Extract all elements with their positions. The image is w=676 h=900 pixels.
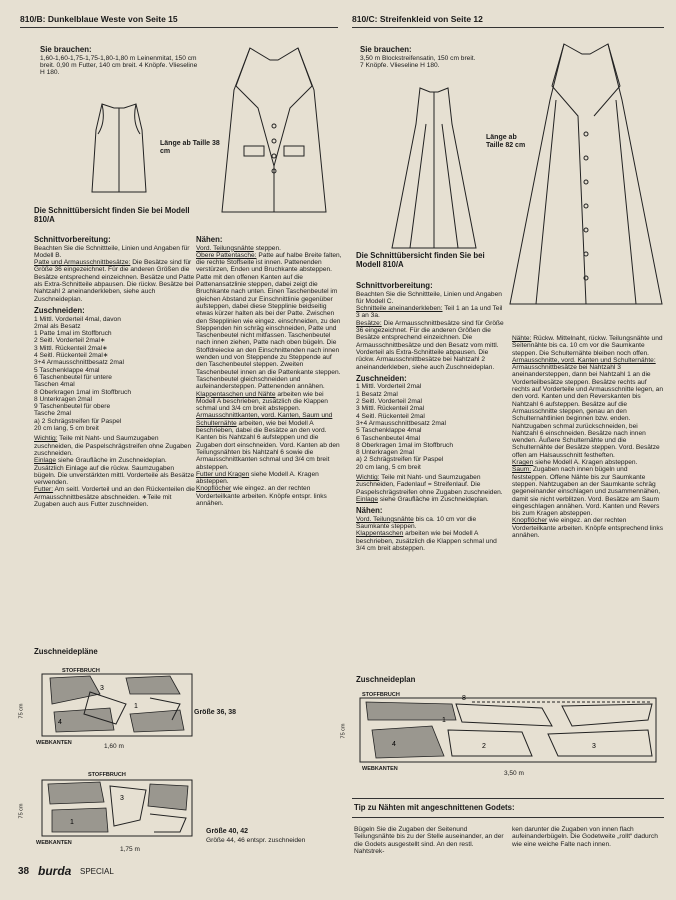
brand-logo: burda xyxy=(38,864,72,878)
plan1-stoffbruch: STOFFBRUCH xyxy=(62,668,100,674)
plan2-stoffbruch: STOFFBRUCH xyxy=(88,772,126,778)
left-patte-label: Patte und Armausschnittbesätze: xyxy=(34,259,131,267)
right-besaetze-label: Besätze: xyxy=(356,319,382,327)
brand-special: SPECIAL xyxy=(80,867,114,876)
tip-title: Tip zu Nähten mit angeschnittenen Godets: xyxy=(354,803,515,812)
instruction-text: arbeiten wie bei Modell A beschrieben, zusätzlich die Klappen schmal und 3/4 cm breit absteppen. xyxy=(356,530,497,552)
vest-back-sketch xyxy=(84,100,154,200)
right-kleben-label: Schnitteile aneinanderkleben: xyxy=(356,305,443,313)
instruction-label: Obere Pattentasche: xyxy=(196,251,257,259)
instruction-label: Saum: xyxy=(512,466,532,474)
cut-list-item: 6 Taschenbeutel für untere xyxy=(34,373,112,381)
cut-list-item: 3+4 Armausschnittbesatz 2mal xyxy=(356,419,446,427)
cut-list-item: 2 Seitl. Vorderteil 2mal xyxy=(356,398,422,406)
cut-list-item: 6 Taschenbeutel 4mal xyxy=(356,434,421,442)
instruction-paragraph xyxy=(196,252,342,391)
instruction-text: Armausschnittbesätze bei Nahtzahl 3 aneinandersteppen, dann bei Nahtzahl 1 an die Vorderteilbesätze steppen. Besätze rechts auf rechts auf Vorderteile und Armausschnitte legen, an den vord. Kanten und den Reverskanten bis Nahtzahl 6 aufsteppen. Besätze auf die Armausschnitte steppen, genau an den Schulternahtlinien beginnen bzw. enden. Nahtzugaben schmal zurückschneiden, bei Nahtzahl 6 einschneiden. Besätze nach innen wenden. Äußere Schulternähte und die Schulternähte der Besätze steppen. Vord. Besätze offen am Halsausschnitt festheften. xyxy=(512,364,664,459)
cut-list-item: 20 cm lang, 5 cm breit xyxy=(34,425,99,433)
right-materials-title: Sie brauchen: xyxy=(360,45,412,54)
plan3-webkanten: WEBKANTEN xyxy=(362,766,398,772)
right-column-b xyxy=(512,335,664,539)
instruction-paragraph xyxy=(356,516,506,531)
right-plan-title: Zuschneideplan xyxy=(356,675,416,684)
plan1-width: 1,60 m xyxy=(104,743,124,750)
left-materials-text: 1,60-1,60-1,75-1,75-1,80-1,80 m Leinenmitat, 150 cm breit. 0,90 m Futter, 140 cm breit. 4 Knöpfe. Vlieseline H 180. xyxy=(40,54,198,77)
right-header-rule xyxy=(352,27,664,28)
cut-list-item: 8 Oberkragen 1mal im Stoffbruch xyxy=(34,388,132,396)
instruction-paragraph xyxy=(196,245,342,252)
svg-text:8: 8 xyxy=(462,695,466,702)
plan2-subcaption: Größe 44, 46 entspr. zuschneiden xyxy=(206,837,306,844)
right-prep-text: Beachten Sie die Schnittteile, Linien und Angaben für Modell C. xyxy=(356,290,502,305)
left-materials-title: Sie brauchen: xyxy=(40,45,92,54)
left-patte-text: Die Besätze sind für Größe 36 eingezeichnet. Für die anderen Größen die Besätze entsprechend einzeichnen. Besätze und Patte als Extra-Schnitteile abpausen. Die rückw. Besätze bei Nahtzahl 2 aneinanderkleben, siehe auch Zuschneideplan. xyxy=(34,259,195,303)
left-wichtig-label: Wichtig: xyxy=(34,435,58,443)
right-wichtig-label: Wichtig: xyxy=(356,474,380,482)
dress-front-sketch xyxy=(506,40,666,312)
right-einlage-label: Einlage xyxy=(356,495,378,503)
vest-front-sketch xyxy=(214,46,334,222)
svg-text:1: 1 xyxy=(70,819,74,826)
svg-text:4: 4 xyxy=(58,719,62,726)
cut-list-item: 2 Seitl. Vorderteil 2mal∗ xyxy=(34,337,106,345)
left-einlage-text: siehe Graufläche im Zuschneideplan. Zusätzlich Einlage auf die rückw. Saumzugaben bügeln. Die unverstärkten mittl. Vorderteile als Besätze verwenden. xyxy=(34,457,195,487)
right-besaetze-text: Die Armausschnittbesätze sind für Größe 36 eingezeichnet. Für die anderen Größen die Besätze entsprechend einzeichnen. Die Armausschnittbesätze und den Besatz vom mittl. Vorderteil als Extra-Schnitteile abpausen. Die rückw. Armausschnittbesätze bei Nahtzahl 2 aneinanderkleben, siehe auch Zuschneideplan. xyxy=(356,319,504,371)
cut-list-item: 8 Unterkragen 2mal xyxy=(356,449,414,457)
instruction-text: arbeiten wie bei Modell A beschrieben, zusätzlich die Klappen schmal und 3/4 cm breit absteppen. xyxy=(196,390,328,413)
tip-col1: Bügeln Sie die Zugaben der Seitenund Teilungsnähte bis zu der Stelle auseinander, an der die Godets ausgestellt sind. An den restl. Nahtstrek- xyxy=(354,826,504,855)
left-sew-title: Nähen: xyxy=(196,235,223,244)
left-prep-title: Schnittvorbereitung: xyxy=(34,235,111,244)
plan2-width: 1,75 m xyxy=(120,846,140,853)
left-futter-label: Futter: xyxy=(34,486,54,494)
right-overview-heading: Die Schnittübersicht finden Sie bei Modell 810/A xyxy=(356,251,485,269)
right-cut-title: Zuschneiden: xyxy=(356,373,407,383)
left-materials xyxy=(40,46,200,76)
cut-list-item: 5 Taschenklappe 4mal xyxy=(356,427,422,435)
instruction-text: siehe Modell A. Kragen absteppen. xyxy=(196,470,319,486)
instruction-label: Kragen xyxy=(512,459,534,467)
cut-list-item: a) 2 Schrägstreifen für Paspel xyxy=(34,417,122,425)
instruction-paragraph xyxy=(196,412,342,470)
cut-list-item: 3 Mittl. Rückenteil 2mal xyxy=(356,405,425,413)
instruction-label: Knopflöcher xyxy=(196,485,232,493)
left-header-rule xyxy=(20,27,338,28)
cutting-plan-3 xyxy=(352,690,664,780)
left-plans-title: Zuschneidepläne xyxy=(34,647,98,656)
cut-list-item: 4 Seitl. Rückenteil 2mal xyxy=(356,412,425,420)
left-prep-text: Beachten Sie die Schnittteile, Linien und Angaben für Modell B. xyxy=(34,244,190,259)
instruction-text: steppen. xyxy=(253,244,281,252)
left-column-a xyxy=(34,236,196,508)
plan1-height: 75 cm xyxy=(18,703,25,719)
plan1-webkanten: WEBKANTEN xyxy=(36,740,72,746)
plan3-width: 3,50 m xyxy=(504,770,524,777)
instruction-text: bis ca. 10 cm vor die Saumkante steppen. xyxy=(356,515,477,531)
plan2-caption: Größe 40, 42 xyxy=(206,828,249,835)
svg-text:4: 4 xyxy=(392,741,396,748)
cut-list-item: 8 Unterkragen 2mal xyxy=(34,395,92,403)
svg-text:1: 1 xyxy=(134,703,138,710)
instruction-text: Zugaben nach innen bügeln und feststeppen. Offene Nähte bis zur Saumkante steppen. Nahtzugaben an der Saumkante schräg gegeneinander einschlagen und zusammennähen, damit sie nicht verblitzen. Vord. Besätze am Saum eingeschlagen annähen. Vord. Kanten und Revers bis zum Kragen absteppen. xyxy=(512,466,661,518)
instruction-paragraph xyxy=(196,485,342,507)
cut-list-item: 4 Seitl. Rückenteil 2mal∗ xyxy=(34,352,109,360)
right-cut-list xyxy=(356,383,506,471)
right-length-label: Länge ab Taille 82 cm xyxy=(486,134,526,149)
instruction-text: wie eingez. an der rechten Vorderteilkante arbeiten. Knöpfe entsprechend links annähen. xyxy=(512,517,664,540)
left-cut-list xyxy=(34,316,196,433)
instruction-label: Vord. Teilungsnähte xyxy=(356,515,414,523)
left-wichtig-text: Teile mit Naht- und Saumzugaben zuschneiden, die Paspelschrägstreifen ohne Zugaben zuschneiden. xyxy=(34,435,192,457)
right-header: 810/C: Streifenkleid von Seite 12 xyxy=(352,14,483,24)
plan3-height: 75 cm xyxy=(340,723,347,739)
cut-list-item: 1 Mittl. Vorderteil 2mal xyxy=(356,383,422,391)
cut-list-item: 8 Oberkragen 1mal im Stoffbruch xyxy=(356,441,454,449)
instruction-paragraph xyxy=(356,530,506,552)
right-materials xyxy=(360,46,480,69)
cut-list-item: 1 Mittl. Vorderteil 4mal, davon xyxy=(34,315,121,323)
instruction-label: Klappentaschen und Nähte xyxy=(196,390,276,398)
cut-list-item: Taschen 4mal xyxy=(34,381,75,389)
left-futter-text: Am seitl. Vorderteil und an den Rückenteilen die Armausschnittbesätze abschneiden. ∗Teile mit Zugaben auch aus Futter zuschneiden. xyxy=(34,486,195,508)
svg-text:3: 3 xyxy=(100,685,104,692)
instruction-label: Klappentaschen xyxy=(356,530,404,538)
cut-list-item: 20 cm lang, 5 cm breit xyxy=(356,463,421,471)
cut-list-item: Tasche 2mal xyxy=(34,410,72,418)
left-einlage-label: Einlage xyxy=(34,457,56,465)
left-sew-body xyxy=(196,245,342,508)
right-wichtig-text: Teile mit Naht- und Saumzugaben zuschneiden, Fadenlauf = Streifenlauf. Die Paspelschrägstreifen ohne Zugaben zuschneiden. xyxy=(356,474,503,496)
cut-list-item: a) 2 Schrägstreifen für Paspel xyxy=(356,456,444,464)
cutting-plan-2 xyxy=(30,770,210,850)
instruction-paragraph xyxy=(512,517,664,539)
svg-text:2: 2 xyxy=(482,743,486,750)
tip-col2: ken darunter die Zugaben von innen flach aufeinanderbügeln. Die Godetweite „rollt“ dadurch wie eine weiche Falte nach innen. xyxy=(512,826,658,848)
cut-list-item: 1 Besatz 2mal xyxy=(356,390,398,398)
cut-list-item: 2mal als Besatz xyxy=(34,322,81,330)
instruction-paragraph xyxy=(512,466,664,517)
instruction-paragraph xyxy=(512,459,664,466)
right-einlage-text: siehe Graufläche im Zuschneideplan. xyxy=(379,495,489,503)
cut-list-item: 5 Taschenklappe 4mal xyxy=(34,366,100,374)
left-overview-heading: Die Schnittübersicht finden Sie bei Modell 810/A xyxy=(34,206,190,224)
plan2-height: 75 cm xyxy=(18,803,25,819)
right-column-a xyxy=(356,282,506,552)
instruction-label: Armausschnittkanten, vord. Kanten, Saum und Schulternähte xyxy=(196,412,333,427)
dress-back-sketch xyxy=(384,84,484,254)
instruction-paragraph xyxy=(512,335,664,357)
svg-text:3: 3 xyxy=(592,743,596,750)
instruction-paragraph xyxy=(196,391,342,413)
svg-text:3: 3 xyxy=(120,795,124,802)
tip-rule-2 xyxy=(352,817,664,818)
right-sew-body xyxy=(356,516,506,552)
instruction-text: wie eingez. an der rechten Vorderteilkante arbeiten. Knöpfe entspr. links annähen. xyxy=(196,485,327,507)
right-prep-title: Schnittvorbereitung: xyxy=(356,281,433,290)
right-materials-text: 3,50 m Blockstreifensatin, 150 cm breit. 7 Knöpfe. Vlieseline H 180. xyxy=(360,54,476,69)
cut-list-item: 3+4 Armausschnittbesatz 2mal xyxy=(34,359,124,367)
left-column-b xyxy=(196,236,342,507)
right-kleben-text: Teil 1 an 1a und Teil 3 an 3a. xyxy=(356,305,503,320)
instruction-text: Rückw. Mittelnaht, rückw. Teilungsnähte und Seitennähte bis ca. 10 cm vor die Saumkante steppen. Die Schulternähte bleiben noch offen. xyxy=(512,335,663,357)
cut-list-item: 3 Mittl. Rückenteil 2mal∗ xyxy=(34,344,108,352)
instruction-label: Armausschnitte, vord. Kanten und Schulternähte: xyxy=(512,356,656,364)
tip-rule xyxy=(352,798,664,799)
page-number: 38 xyxy=(18,866,30,877)
left-header: 810/B: Dunkelblaue Weste von Seite 15 xyxy=(20,14,178,24)
left-cut-title: Zuschneiden: xyxy=(34,305,85,315)
instruction-label: Vord. Teilungsnähte xyxy=(196,244,254,252)
plan1-caption: Größe 36, 38 xyxy=(194,709,237,716)
instruction-text: Patte auf halbe Breite falten, die rechte Stoffseite ist innen. Pattenenden verstürzen, Enden und Bruchkante absteppen. Patte mit den offenen Kanten auf die Pattenansatzlinie steppen, dabei zeigt die Bruchkante nach unten. Einen Taschenbeutel im gleichen Abstand zur Einschnittlinie gegenüber aufsteppen, dabei diese Stepplinie beidseitig etwas kürzer halten als bei der Patte. Zwischen den Stepplinien wie eingez. einschneiden, zu den Steppenden hin schräg einschneiden, Patte und Taschenbeutel nicht mitfassen. Taschenbeutel nach innen ziehen, Patte nach oben bügeln. Die Stoffdreiecke an den Einschnittenden nach innen wenden und von Steppende zu Steppende auf den Taschenbeutel steppen. Zweiten Taschenbeutel innen an die Pattenkante steppen. Taschenbeutel gleichschneiden und aufeinandersteppen. Pattenenden annähen. xyxy=(196,251,342,391)
instruction-paragraph xyxy=(512,357,664,459)
instruction-text: siehe Modell A. Kragen absteppen. xyxy=(533,459,638,467)
left-length-label: Länge ab Taille 38 cm xyxy=(160,140,220,155)
plan3-stoffbruch: STOFFBRUCH xyxy=(362,692,400,698)
cut-list-item: 9 Taschenbeutel für obere xyxy=(34,403,111,411)
instruction-text: arbeiten, wie bei Modell A beschrieben, dabei die Besätze an den vord. Kanten bis Nahtzahl 6 aufsteppen und die Zugaben dort einschneiden. Vord. Kanten ab den Teilungsnähten bis Nahtzahl 6 sowie die Armausschnittkanten schmal und 3/4 cm breit absteppen. xyxy=(196,419,340,471)
svg-text:1: 1 xyxy=(442,717,446,724)
cut-list-item: 1 Patte 1mal im Stoffbruch xyxy=(34,330,112,338)
right-sew-title: Nähen: xyxy=(356,506,383,516)
instruction-label: Knopflöcher xyxy=(512,517,548,525)
instruction-paragraph xyxy=(196,471,342,486)
instruction-label: Futter und Kragen xyxy=(196,470,250,478)
plan2-webkanten: WEBKANTEN xyxy=(36,840,72,846)
instruction-label: Nähte: xyxy=(512,335,532,342)
